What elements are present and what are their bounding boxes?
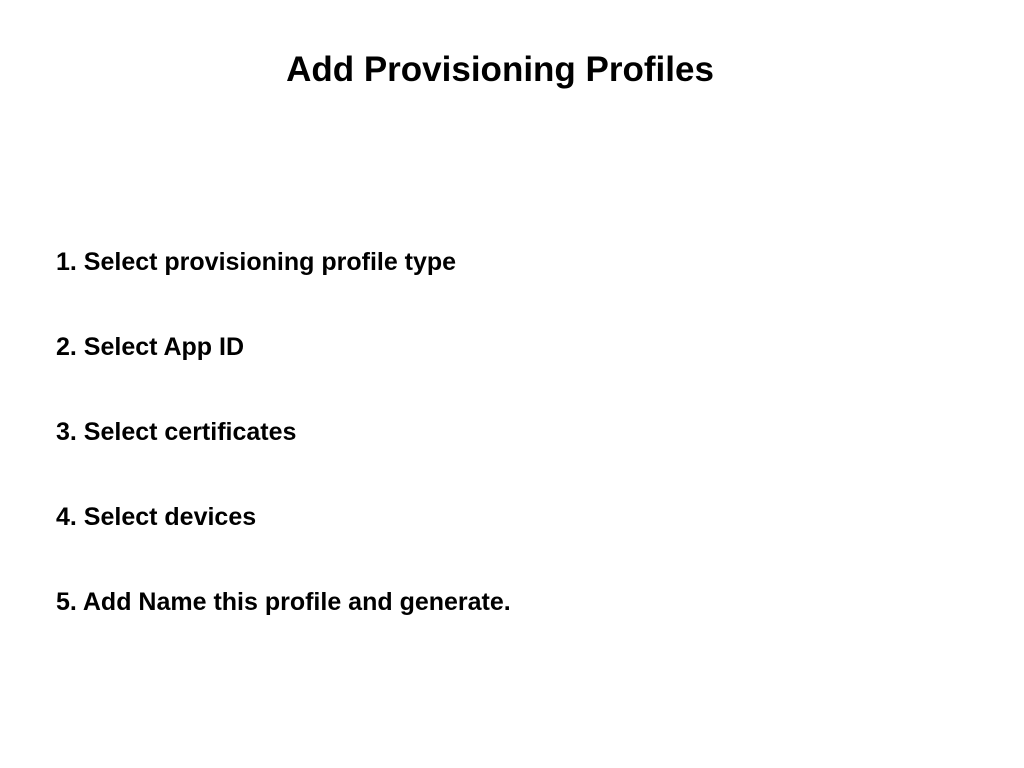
step-item-1: 1. Select provisioning profile type [56, 248, 457, 276]
step-item-5: 5. Add Name this profile and generate. [56, 588, 511, 616]
step-item-4: 4. Select devices [56, 503, 257, 531]
steps-list [56, 245, 511, 619]
step-item-3: 3. Select certificates [56, 418, 297, 446]
step-item-2: 2. Select App ID [56, 333, 245, 361]
slide-title: Add Provisioning Profiles [286, 50, 714, 89]
